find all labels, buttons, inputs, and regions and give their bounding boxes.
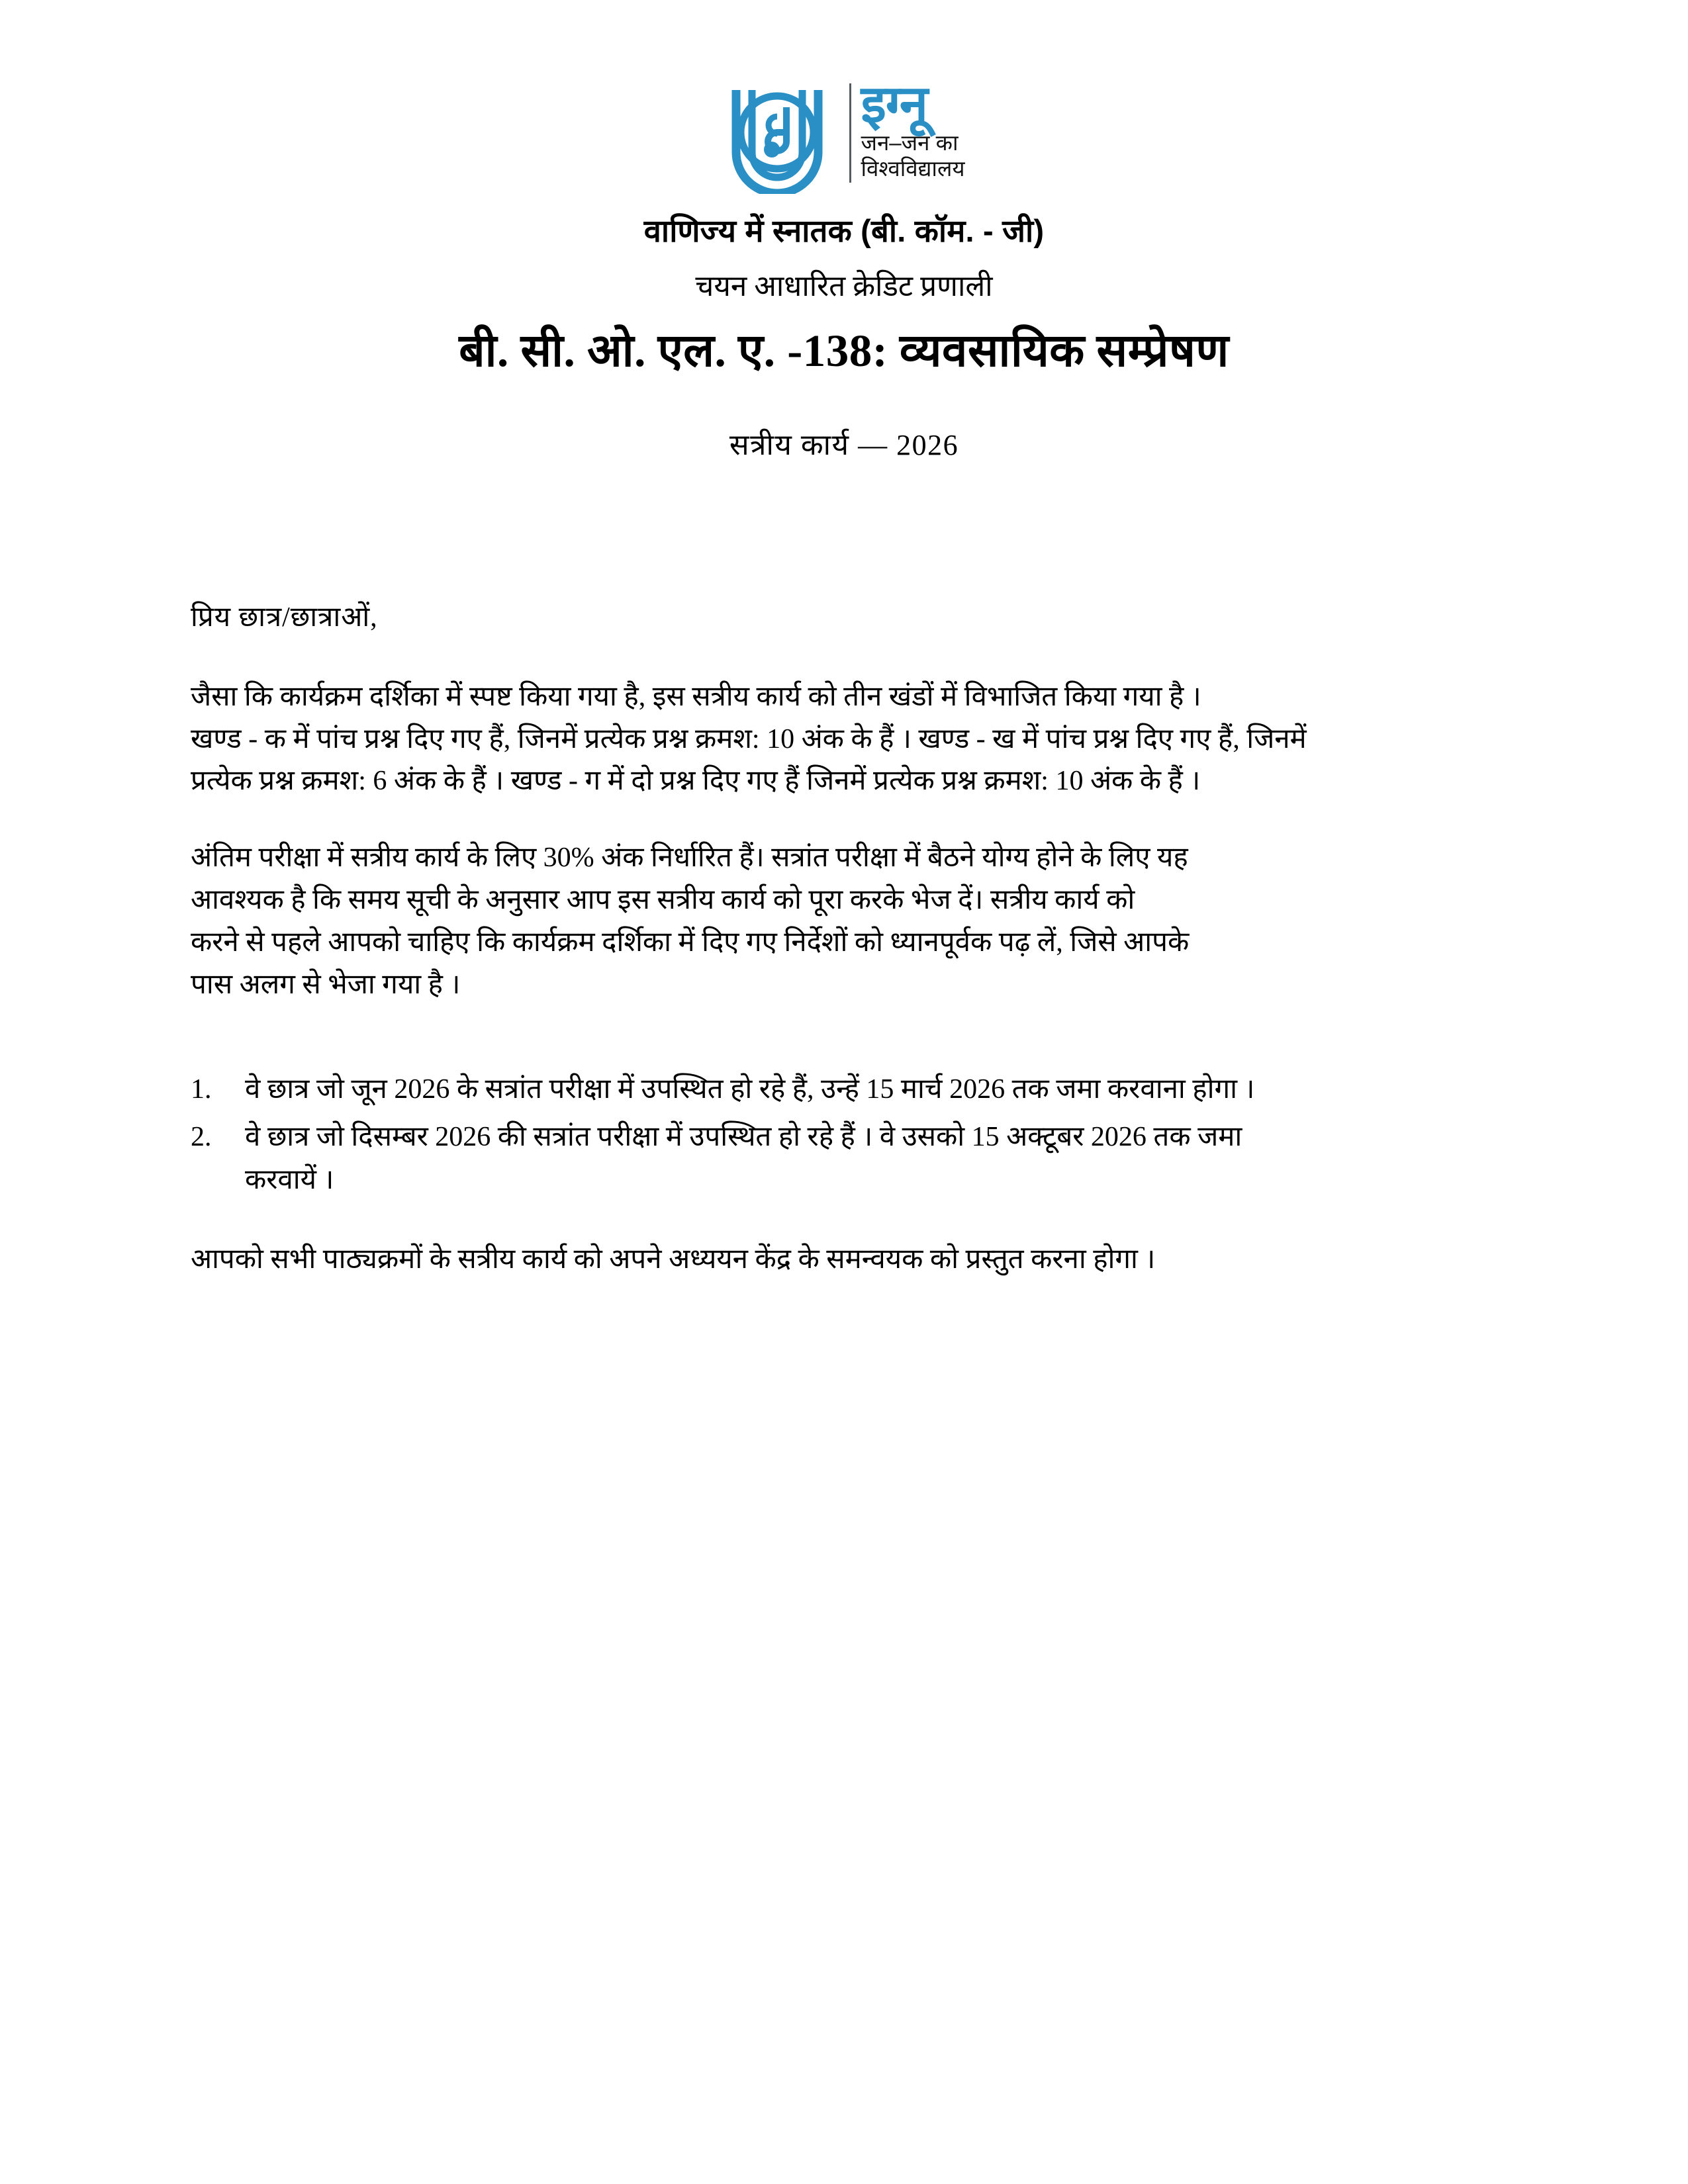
ignou-logo xyxy=(0,75,1688,194)
list-item-marker: 1. xyxy=(191,1074,212,1105)
closing-instruction: आपको सभी पाठ्यक्रमों के सत्रीय कार्य को अपने अध्ययन केंद्र के समन्वयक को प्रस्तुत करना होगा । xyxy=(191,1244,1156,1275)
spacer xyxy=(191,1040,1501,1068)
logo-divider xyxy=(849,83,851,183)
paragraph-weightage-line-2: आवश्यक है कि समय सूची के अनुसार आप इस सत्रीय कार्य को पूरा करके भेज दें। सत्रीय कार्य को xyxy=(191,885,1135,915)
list-item-marker: 2. xyxy=(191,1121,212,1152)
paragraph-structure-line-1: जैसा कि कार्यक्रम दर्शिका में स्पष्ट किया गया है, इस सत्रीय कार्य को तीन खंडों में विभाजित किया गया है । xyxy=(191,681,1201,712)
programme-title: वाणिज्य में स्नातक (बी. कॉम. - जी) xyxy=(643,213,1045,248)
paragraph-weightage-line-4: पास अलग से भेजा गया है । xyxy=(191,969,461,1000)
assignment-year: सत्रीय कार्य — 2026 xyxy=(729,429,959,461)
paragraph-weightage xyxy=(191,837,1501,1006)
list-item-line: वे छात्र जो दिसम्बर 2026 की सत्रांत परीक्षा में उपस्थित हो रहे हैं । वे उसको 15 अक्टूबर 2026 तक जमा xyxy=(245,1121,1243,1152)
logo-tagline-line2: विश्वविद्यालय xyxy=(861,156,965,181)
salutation: प्रिय छात्र/छात्राओं, xyxy=(191,602,378,633)
paragraph-structure xyxy=(191,676,1501,803)
course-title: बी. सी. ओ. एल. ए. -138: व्यवसायिक सम्प्रेषण xyxy=(459,326,1229,376)
document-body xyxy=(191,599,1501,1281)
credit-system-subtitle: चयन आधारित क्रेडिट प्रणाली xyxy=(695,270,993,302)
submission-deadline-list xyxy=(191,1068,1501,1201)
list-item xyxy=(191,1116,1501,1202)
paragraph-structure-line-3: प्रत्येक प्रश्न क्रमश: 6 अंक के हैं । खण्ड - ग में दो प्रश्न दिए गए हैं जिनमें प्रत्येक प्रश्न क्रमश: 10 अंक के हैं । xyxy=(191,766,1201,797)
list-item xyxy=(191,1068,1501,1111)
paragraph-weightage-line-1: अंतिम परीक्षा में सत्रीय कार्य के लिए 30% अंक निर्धारित हैं। सत्रांत परीक्षा में बैठने योग्य होने के लिए यह xyxy=(191,842,1188,874)
list-item-line: करवायें । xyxy=(245,1164,334,1195)
logo-tagline-line1: जन–जन का xyxy=(861,130,959,155)
paragraph-weightage-line-3: करने से पहले आपको चाहिए कि कार्यक्रम दर्शिका में दिए गए निर्देशों को ध्यानपूर्वक पढ़ लें, जिसे आपके xyxy=(191,927,1190,958)
logo-wordmark: इग्नू xyxy=(861,75,927,133)
paragraph-structure-line-2: खण्ड - क में पांच प्रश्न दिए गए हैं, जिनमें प्रत्येक प्रश्न क्रमश: 10 अंक के हैं । खण्ड - ख में पांच प्रश्न दिए गए हैं, जिनमें xyxy=(191,723,1307,754)
ignou-emblem-icon xyxy=(723,78,845,194)
list-item-line: वे छात्र जो जून 2026 के सत्रांत परीक्षा में उपस्थित हो रहे हैं, उन्हें 15 मार्च 2026 तक जमा करवाना होगा । xyxy=(245,1074,1255,1105)
